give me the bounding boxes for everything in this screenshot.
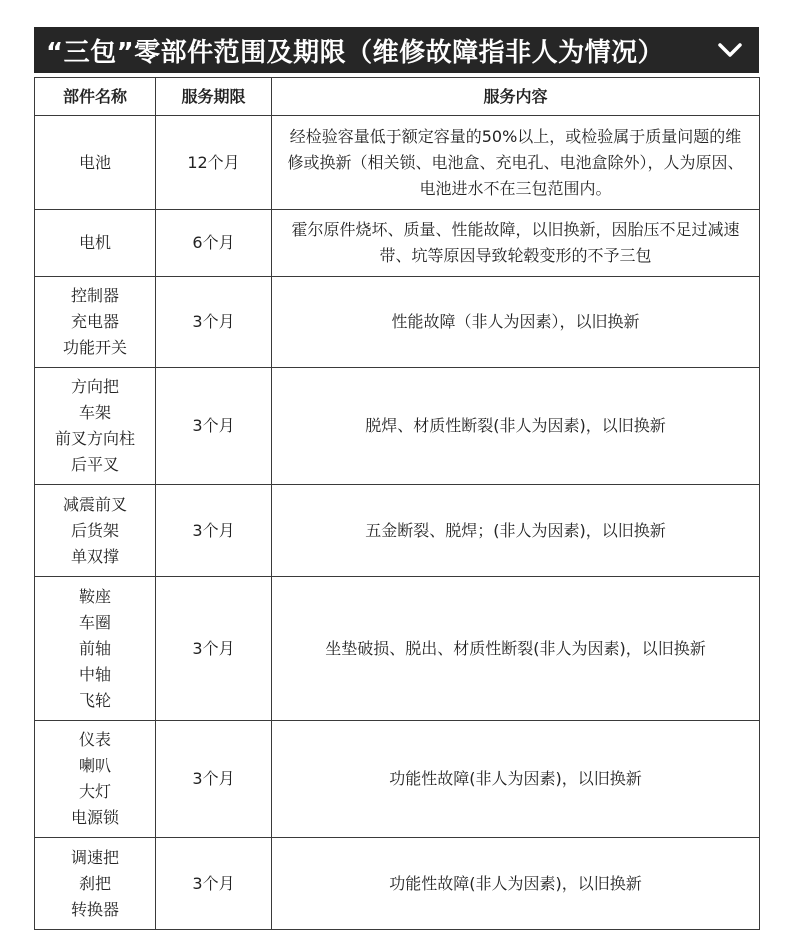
service-content: 性能故障（非人为因素），以旧换新 [272, 277, 760, 368]
part-name-cell [35, 368, 156, 485]
part-name: 方向把 [70, 377, 119, 396]
warranty-table [34, 77, 760, 930]
part-name: 仪表 [78, 730, 111, 749]
part-name-cell [35, 116, 156, 210]
section-header[interactable] [34, 27, 759, 73]
part-name-cell [35, 577, 156, 721]
table-row [35, 838, 760, 930]
part-name: 电池 [78, 152, 111, 172]
service-content: 功能性故障(非人为因素)，以旧换新 [272, 721, 760, 838]
service-period: 12个月 [156, 116, 272, 210]
service-period: 3个月 [156, 838, 272, 930]
part-name: 中轴 [78, 664, 111, 684]
column-header-service-content: 服务内容 [272, 78, 760, 116]
part-name: 飞轮 [78, 690, 111, 710]
service-period: 3个月 [156, 721, 272, 838]
part-name: 后货架 [70, 520, 119, 540]
column-header-part-name: 部件名称 [35, 78, 156, 116]
table-row [35, 277, 760, 368]
table-row [35, 368, 760, 485]
section-title: “三包”零部件范围及期限（维修故障指非人为情况） [46, 37, 665, 68]
table-row [35, 116, 760, 210]
part-name: 前轴 [78, 638, 111, 658]
chevron-down-icon[interactable] [715, 35, 745, 65]
table-row [35, 721, 760, 838]
service-content: 五金断裂、脱焊；(非人为因素)，以旧换新 [272, 485, 760, 577]
part-name: 转换器 [70, 899, 119, 919]
part-name: 后平叉 [70, 455, 119, 474]
part-name: 电机 [78, 233, 111, 252]
service-content: 经检验容量低于额定容量的50%以上，或检验属于质量问题的维修或换新（相关锁、电池盒、充电孔、电池盒除外），人为原因、电池进水不在三包范围内。 [272, 116, 760, 210]
column-header-service-period: 服务期限 [156, 78, 272, 116]
part-name: 充电器 [70, 312, 119, 331]
service-period: 3个月 [156, 577, 272, 721]
service-period: 6个月 [156, 210, 272, 277]
service-content: 霍尔原件烧坏、质量、性能故障，以旧换新，因胎压不足过减速带、坑等原因导致轮毂变形的不予三包 [272, 210, 760, 277]
service-content: 功能性故障(非人为因素)，以旧换新 [272, 838, 760, 930]
part-name: 喇叭 [78, 756, 111, 775]
part-name: 大灯 [78, 782, 111, 801]
table-row [35, 485, 760, 577]
service-period: 3个月 [156, 485, 272, 577]
part-name-cell [35, 277, 156, 368]
service-period: 3个月 [156, 277, 272, 368]
part-name: 前叉方向柱 [54, 429, 135, 448]
table-row [35, 577, 760, 721]
part-name: 车架 [78, 403, 111, 422]
part-name: 刹把 [78, 873, 111, 893]
part-name-cell [35, 485, 156, 577]
service-content: 脱焊、材质性断裂(非人为因素)，以旧换新 [272, 368, 760, 485]
service-period: 3个月 [156, 368, 272, 485]
part-name: 功能开关 [62, 338, 127, 357]
part-name: 调速把 [70, 847, 119, 867]
part-name-cell [35, 721, 156, 838]
table-header-row [35, 78, 760, 116]
part-name: 车圈 [78, 612, 111, 632]
part-name: 减震前叉 [62, 494, 127, 514]
part-name-cell [35, 210, 156, 277]
part-name: 电源锁 [70, 808, 119, 827]
table-row [35, 210, 760, 277]
part-name: 控制器 [70, 286, 119, 305]
part-name: 单双撑 [70, 546, 119, 566]
part-name-cell [35, 838, 156, 930]
part-name: 鞍座 [78, 586, 111, 606]
service-content: 坐垫破损、脱出、材质性断裂(非人为因素)，以旧换新 [272, 577, 760, 721]
